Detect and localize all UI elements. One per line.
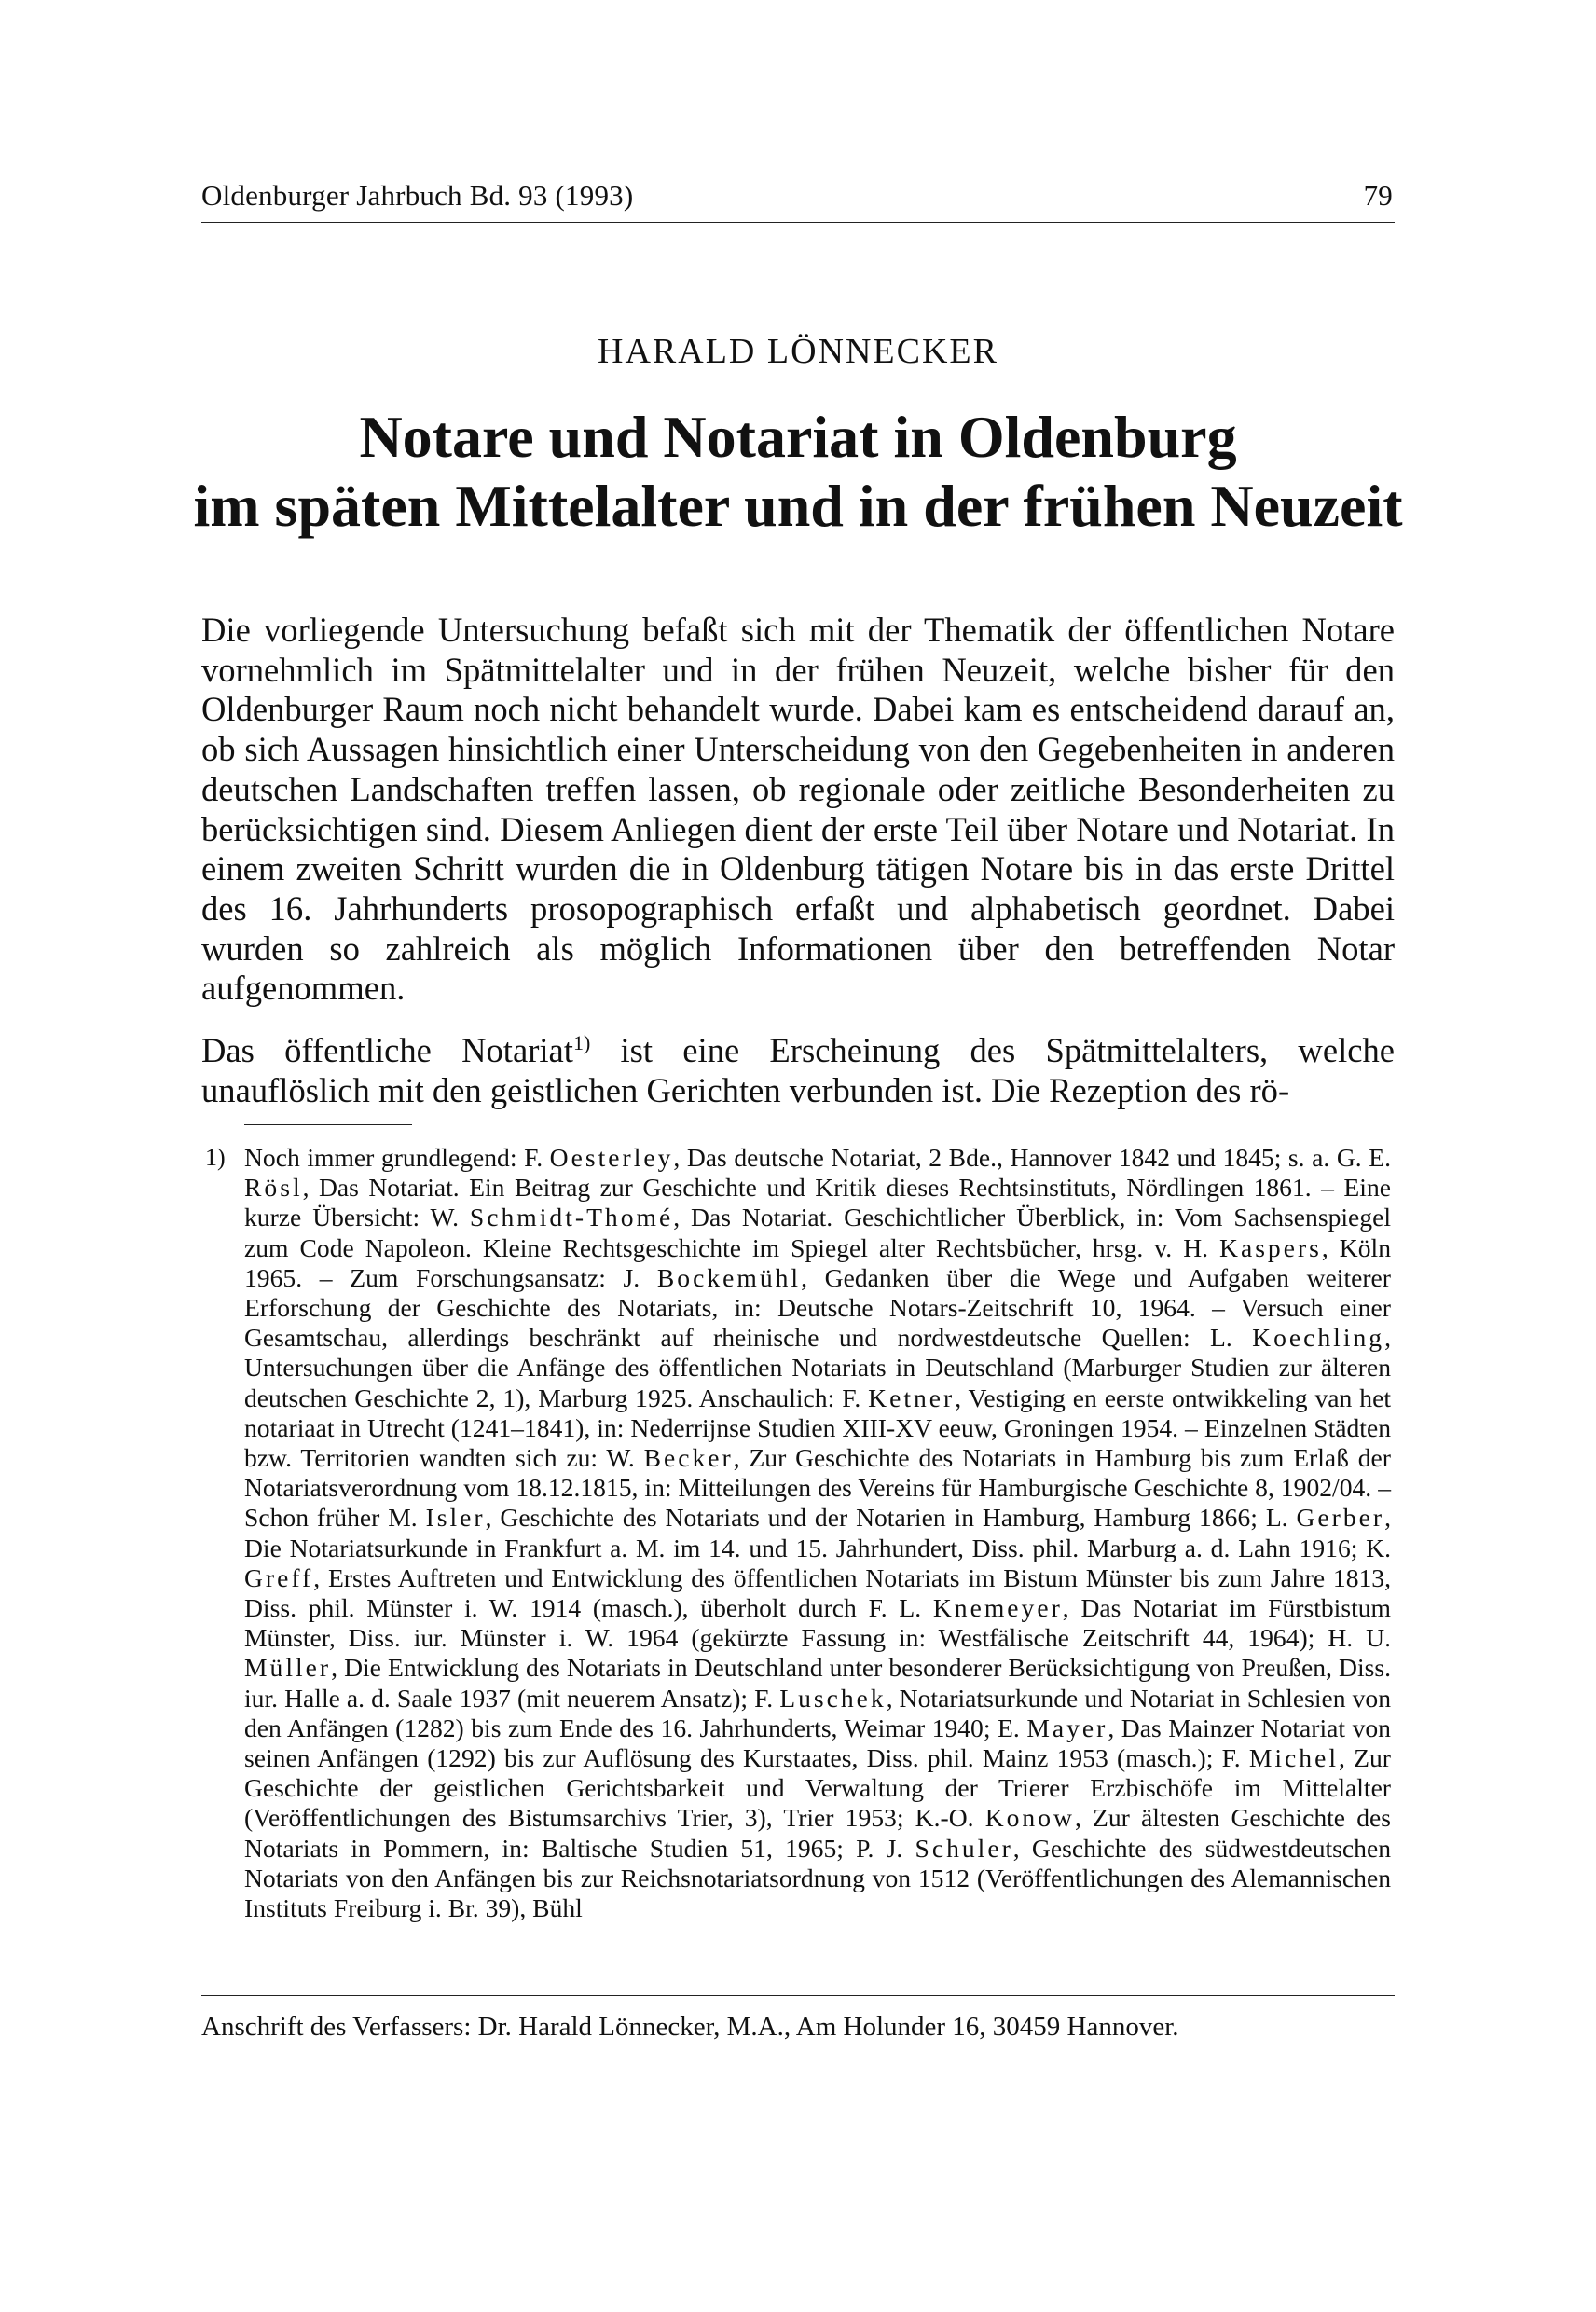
footnote-reference[interactable]: 1) [572, 1031, 591, 1054]
fn-author: Greff [244, 1562, 314, 1592]
fn-text: , Erstes Auftreten und Entwicklung des öffentlichen Notariats im Bistum Münster bis zum Jahre 1813, Diss. phil. Münster i. W. 1914 (masch.), überholt durch F. L. [244, 1562, 1391, 1623]
fn-author: Becker [643, 1443, 734, 1473]
fn-text: , Zur Geschichte der geistlichen Gerichtsbarkeit und Verwaltung der Trierer Erzbischöfe im Mittelalter (Veröffentlichungen des Bistumsarchivs Trier, 3), Trier 1953; K.-O. [244, 1743, 1391, 1833]
fn-author: Gerber [1296, 1503, 1385, 1533]
fn-author: Knemeyer [932, 1593, 1063, 1623]
author-name: HARALD LÖNNECKER [598, 332, 998, 371]
fn-author: Bockemühl [656, 1262, 802, 1292]
title-line-2: im späten Mittelalter und in der frühen Neuzeit [193, 473, 1403, 539]
fn-author: Schmidt-Thomé [469, 1203, 674, 1232]
fn-text: , Das Notariat. Ein Beitrag zur Geschichte und Kritik dieses Rechtsinstituts, Nördlingen 1861. – Eine kurze Übersicht: W. [244, 1173, 1391, 1232]
fn-author: Koechling [1252, 1323, 1385, 1353]
page-number: 79 [1363, 179, 1393, 212]
fn-author: Luschek [779, 1683, 887, 1713]
running-head [201, 164, 1393, 213]
footnote-separator [244, 1124, 412, 1125]
fn-text: , Vestiging en eerste ontwikkeling van het notariaat in Utrecht (1241–1841), in: Nederrijnse Studien XIII-XV eeuw, Groningen 1954. – Einzelnen Städten bzw. Territorien wandten sich zu: W. [244, 1383, 1391, 1473]
fn-author: Rösl [244, 1173, 303, 1203]
fn-author: Oesterley [549, 1143, 674, 1172]
fn-text: , Die Notariatsurkunde in Frankfurt a. M. im 14. und 15. Jahrhundert, Diss. phil. Marburg a. d. Lahn 1916; K. [244, 1503, 1391, 1562]
fn-author: Schuler [915, 1833, 1013, 1863]
article-title [0, 403, 1596, 541]
fn-text: , Notariatsurkunde und Notariat in Schlesien von den Anfängen (1282) bis zum Ende des 16. Jahrhunderts, Weimar 1940; E. [244, 1683, 1392, 1742]
fn-author: Kaspers [1219, 1232, 1322, 1262]
fn-text: , Köln 1965. – Zum Forschungsansatz: J. [244, 1232, 1391, 1292]
fn-author: Michel [1248, 1743, 1340, 1773]
fn-text: Noch immer grundlegend: F. [244, 1143, 550, 1172]
fn-author: Isler [425, 1503, 486, 1533]
body-paragraph [201, 1024, 1395, 1111]
fn-text: , Geschichte des südwestdeutschen Notariats von den Anfängen bis zur Reichsnotariatsordnung von 1512 (Veröffentlichungen des Alemannischen Instituts Freiburg i. Br. 39), Bühl [244, 1833, 1391, 1923]
fn-text: , Gedanken über die Wege und Aufgaben weiterer Erforschung der Geschichte des Notariats, in: Deutsche Notars-Zeitschrift 10, 1964. – Versuch einer Gesamtschau, allerdings beschränkt auf rheinische und nordwestdeutsche Quellen: L. [244, 1262, 1391, 1353]
header-rule [201, 222, 1395, 223]
footnote-1 [205, 1143, 1392, 1923]
fn-text: , Zur Geschichte des Notariats in Hamburg bis zum Erlaß der Notariatsverordnung vom 18.12.1815, in: Mitteilungen des Vereins für Hamburgische Geschichte 8, 1902/04. – Schon früher M. [244, 1443, 1391, 1533]
title-line-1: Notare und Notariat in Oldenburg [359, 404, 1237, 470]
para-start: Das öffentliche Notariat [201, 1031, 573, 1070]
fn-author: Konow [984, 1803, 1075, 1833]
fn-text: , Das Mainzer Notariat von seinen Anfängen (1292) bis zur Auflösung des Kurstaates, Diss. phil. Mainz 1953 (masch.); F. [244, 1713, 1391, 1773]
fn-author: Mayer [1026, 1713, 1108, 1742]
footnote-marker: 1) [205, 1144, 226, 1171]
fn-author: Müller [244, 1653, 332, 1683]
fn-text: , Die Entwicklung des Notariats in Deutschland unter besonderer Berücksichtigung von Preußen, Diss. iur. Halle a. d. Saale 1937 (mit neuerem Ansatz); F. [244, 1653, 1391, 1713]
address-rule [201, 1995, 1395, 1996]
para-rest: ist eine Erscheinung des Spätmittelalters, welche unauflöslich mit den geistlichen Gerichten verbunden ist. Die Rezeption des rö- [201, 1031, 1396, 1109]
fn-text: , Das Notariat im Fürstbistum Münster, Diss. iur. Münster i. W. 1964 (gekürzte Fassung in: Westfälische Zeitschrift 44, 1964); H. U. [244, 1593, 1391, 1653]
fn-text: , Geschichte des Notariats und der Notarien in Hamburg, Hamburg 1866; L. [485, 1503, 1297, 1533]
fn-author: Ketner [868, 1383, 956, 1412]
fn-text: , Zur ältesten Geschichte des Notariats in Pommern, in: Baltische Studien 51, 1965; P. J. [244, 1803, 1391, 1863]
abstract-paragraph: Die vorliegende Untersuchung befaßt sich mit der Thematik der öffentlichen Notare vornehmlich im Spätmittelalter und in der frühen Neuzeit, welche bisher für den Oldenburger Raum noch nicht behandelt wurde. Dabei kam es entscheidend darauf an, ob sich Aussagen hinsichtlich einer Unterscheidung von den Gegebenheiten in anderen deutschen Landschaften treffen lassen, ob regionale oder zeitliche Besonderheiten zu berücksichtigen sind. Diesem Anliegen dient der erste Teil über Notare und Notariat. In einem zweiten Schritt wurden die in Oldenburg tätigen Notare bis in das erste Drittel des 16. Jahrhunderts prosopographisch erfaßt und alphabetisch geordnet. Dabei wurden so zahlreich als möglich Informationen über den betreffenden Notar aufgenommen. [201, 611, 1395, 1008]
fn-text: , Das Notariat. Geschichtlicher Überblick, in: Vom Sachsenspiegel zum Code Napoleon. Kleine Rechtsgeschichte im Spiegel alter Rechtsbücher, hrsg. v. H. [244, 1203, 1391, 1262]
author-address: Anschrift des Verfassers: Dr. Harald Lönnecker, M.A., Am Holunder 16, 30459 Hannover. [201, 2012, 1179, 2042]
fn-text: , Das deutsche Notariat, 2 Bde., Hannover 1842 und 1845; s. a. G. E. [673, 1143, 1391, 1172]
fn-text: , Untersuchungen über die Anfänge des öffentlichen Notariats in Deutschland (Marburger Studien zur älteren deutschen Geschichte 2, 1), Marburg 1925. Anschaulich: F. [244, 1323, 1391, 1412]
journal-title: Oldenburger Jahrbuch Bd. 93 (1993) [201, 179, 634, 212]
